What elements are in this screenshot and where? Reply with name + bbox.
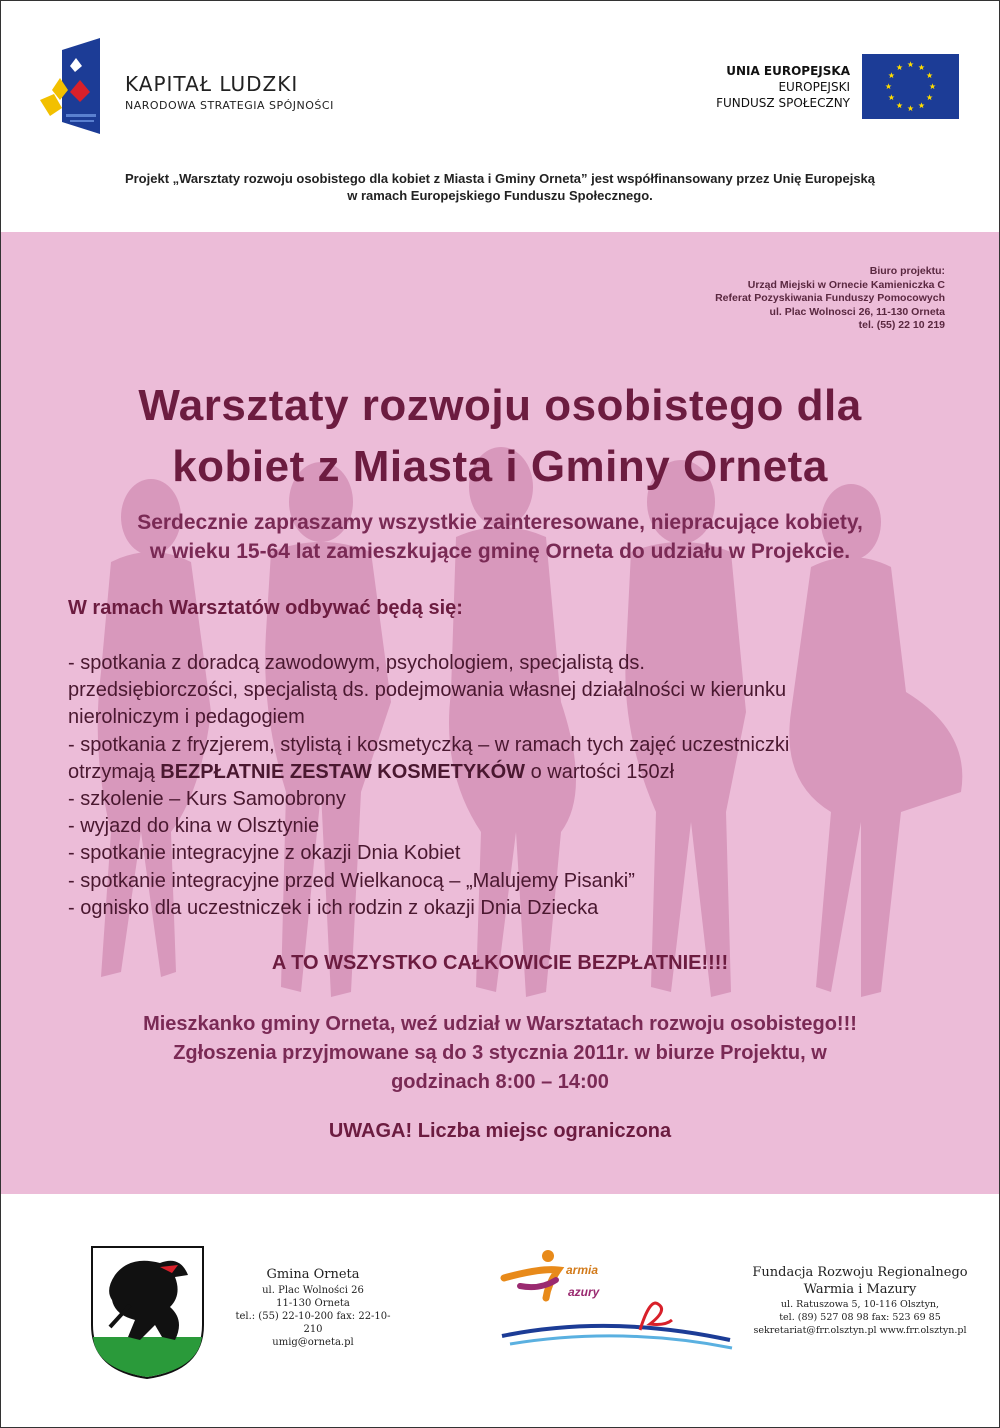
closing-line-1: Mieszkanko gminy Orneta, weź udział w Warsztatach rozwoju osobistego!!! <box>143 1013 857 1035</box>
biuro-line-2: Urząd Miejski w Ornecie Kamieniczka C <box>747 278 945 291</box>
eu-text <box>716 63 850 111</box>
project-note-line-1: Projekt „Warsztaty rozwoju osobistego dla kobiet z Miasta i Gminy Orneta” jest współfinansowany przez Unię Europejską <box>124 171 876 186</box>
list-item: - spotkanie integracyjne przed Wielkanocą – „Malujemy Pisanki” <box>68 869 635 892</box>
list-item: - wyjazd do kina w Olsztynie <box>68 815 320 838</box>
biuro-line-5: tel. (55) 22 10 219 <box>858 319 945 331</box>
gmina-phone: tel.: (55) 22-10-200 fax: 22-10-210 <box>235 1311 391 1335</box>
foundation-email-www: sekretariat@frr.olsztyn.pl www.frr.olsztyn.pl <box>753 1325 967 1336</box>
activities-heading: W ramach Warsztatów odbywać będą się: <box>68 597 463 619</box>
gmina-address-2: 11-130 Orneta <box>276 1298 350 1309</box>
closing-line-3: godzinach 8:00 – 14:00 <box>391 1071 609 1093</box>
activities-list <box>68 650 968 922</box>
gmina-address-1: ul. Plac Wolności 26 <box>262 1285 364 1296</box>
eu-line-2: EUROPEJSKI <box>778 80 850 94</box>
limited-places-notice: UWAGA! Liczba miejsc ograniczona <box>328 1120 672 1142</box>
list-item-text: o wartości 150zł <box>525 760 675 783</box>
project-cofinancing-note <box>0 170 1000 204</box>
warmia-mazury-logo <box>500 1248 735 1353</box>
kapital-ludzki-logo <box>40 38 106 134</box>
list-item: - spotkania z fryzjerem, stylistą i kosmetyczką – w ramach tych zajęć uczestniczki <box>68 733 790 756</box>
project-note-line-2: w ramach Europejskiego Funduszu Społecznego. <box>347 188 653 203</box>
invite-line-2: w wieku 15-64 lat zamieszkujące gminę Orneta do udziału w Projekcie. <box>149 540 851 563</box>
list-item-text: otrzymają <box>68 760 161 783</box>
main-title-line-1: Warsztaty rozwoju osobistego dla <box>138 381 862 430</box>
free-cosmetics-highlight: BEZPŁATNIE ZESTAW KOSMETYKÓW <box>160 760 526 783</box>
invite-line-1: Serdecznie zapraszamy wszystkie zainteresowane, niepracujące kobiety, <box>137 511 863 534</box>
list-item <box>68 759 968 786</box>
biuro-line-3: Referat Pozyskiwania Funduszy Pomocowych <box>715 292 945 304</box>
gmina-email: umig@orneta.pl <box>272 1337 354 1348</box>
eu-flag-icon <box>862 54 959 119</box>
main-title-line-2: kobiet z Miasta i Gminy Orneta <box>172 442 828 491</box>
list-item: - ognisko dla uczestniczek i ich rodzin z okazji Dnia Dziecka <box>68 896 599 919</box>
foundation-name-2: Warmia i Mazury <box>803 1282 917 1297</box>
foundation-name-1: Fundacja Rozwoju Regionalnego <box>752 1265 968 1280</box>
biuro-line-1: Biuro projektu: <box>869 265 945 277</box>
closing-text <box>0 1010 1000 1097</box>
foundation-address: ul. Ratuszowa 5, 10-116 Olsztyn, <box>780 1299 940 1310</box>
list-item: przedsiębiorczości, specjalistą ds. podejmowania własnej działalności w kierunku <box>68 679 787 702</box>
foundation-contact <box>740 1264 980 1337</box>
list-item: - szkolenie – Kurs Samoobrony <box>68 788 346 811</box>
list-item: - spotkania z doradcą zawodowym, psychologiem, specjalistą ds. <box>68 652 645 674</box>
kapital-ludzki-title: KAPITAŁ LUDZKI <box>125 72 299 96</box>
project-office-info <box>715 265 945 333</box>
mazury-logo-text: azury <box>568 1285 600 1299</box>
gmina-name: Gmina Orneta <box>266 1267 360 1282</box>
gmina-orneta-contact <box>228 1266 398 1349</box>
warmia-logo-text: armia <box>566 1263 599 1277</box>
list-item: nierolniczym i pedagogiem <box>68 706 305 729</box>
orneta-coat-of-arms-logo <box>90 1245 205 1380</box>
main-title <box>0 375 1000 497</box>
eu-line-1: UNIA EUROPEJSKA <box>726 64 850 78</box>
eu-line-3: FUNDUSZ SPOŁECZNY <box>716 96 850 110</box>
invitation-text <box>0 508 1000 566</box>
foundation-phone: tel. (89) 527 08 98 fax: 523 69 85 <box>779 1312 941 1323</box>
kapital-ludzki-subtitle: NARODOWA STRATEGIA SPÓJNOŚCI <box>125 99 334 112</box>
list-item: - spotkanie integracyjne z okazji Dnia Kobiet <box>68 842 461 865</box>
closing-line-2: Zgłoszenia przyjmowane są do 3 stycznia 2011r. w biurze Projektu, w <box>173 1042 827 1064</box>
biuro-line-4: ul. Plac Wolnosci 26, 11-130 Orneta <box>769 305 945 318</box>
free-of-charge-banner: A TO WSZYSTKO CAŁKOWICIE BEZPŁATNIE!!!! <box>271 952 729 974</box>
